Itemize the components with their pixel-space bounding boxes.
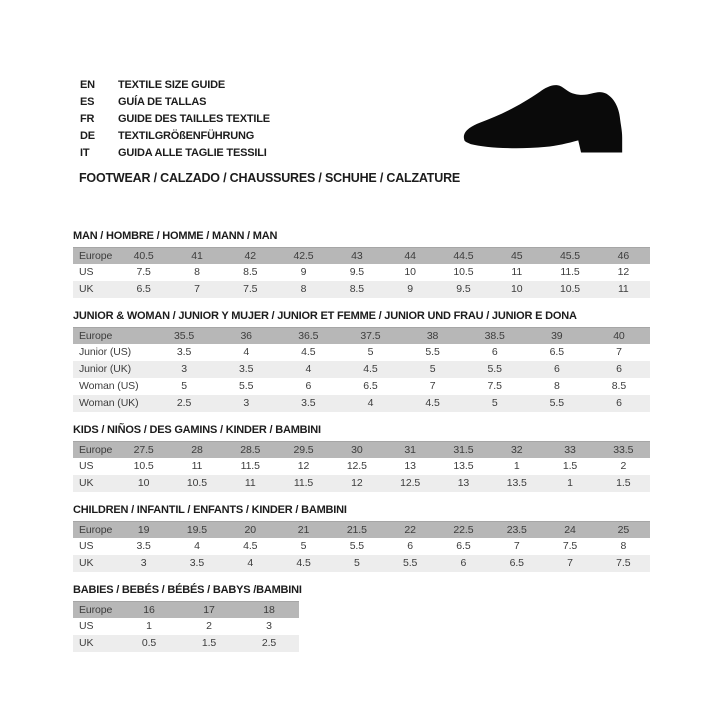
language-row <box>80 77 270 94</box>
size-table <box>73 601 299 652</box>
size-table-header-row <box>73 601 299 618</box>
size-value: 8 <box>300 283 307 295</box>
size-value: 7 <box>194 283 200 295</box>
size-value: 44.5 <box>453 250 474 262</box>
language-code: EN <box>80 79 95 91</box>
row-label: US <box>79 620 94 632</box>
size-value: 31 <box>404 444 416 456</box>
size-value: 22.5 <box>453 524 474 536</box>
size-table-title: KIDS / NIÑOS / DES GAMINS / KINDER / BAMBINI <box>73 424 321 436</box>
row-label: UK <box>79 283 94 295</box>
size-table-block <box>73 584 650 652</box>
size-value: 24 <box>564 524 576 536</box>
size-value: 11 <box>191 460 203 472</box>
size-value: 5.5 <box>402 557 418 569</box>
size-value: 40 <box>613 330 625 342</box>
size-value: 7.5 <box>616 557 631 569</box>
size-value: 5 <box>300 540 307 552</box>
size-table-row <box>73 264 650 281</box>
size-value: 2 <box>206 620 212 632</box>
size-value: 1 <box>513 460 520 472</box>
size-value: 6 <box>616 363 622 375</box>
size-value: 10.5 <box>453 266 474 278</box>
language-code: DE <box>80 130 95 142</box>
size-value: 18 <box>263 604 275 616</box>
size-value: 21.5 <box>346 524 367 536</box>
language-row <box>80 94 270 111</box>
size-value: 5.5 <box>239 380 254 392</box>
size-value: 1.5 <box>616 477 631 489</box>
size-table-header-row <box>73 441 650 458</box>
size-value: 17 <box>203 604 215 616</box>
size-value: 11.5 <box>293 477 314 489</box>
size-table-row <box>73 395 650 412</box>
size-table-row <box>73 555 650 572</box>
size-value: 7.5 <box>136 266 151 278</box>
size-value: 10.5 <box>560 283 581 295</box>
size-value: 11 <box>617 283 629 295</box>
size-value: 3.5 <box>239 363 254 375</box>
size-value: 3.5 <box>189 557 205 569</box>
size-tables <box>73 230 650 664</box>
size-value: 6 <box>460 557 467 569</box>
size-value: 12 <box>617 266 630 278</box>
size-table-row <box>73 361 650 378</box>
size-value: 37.5 <box>360 330 381 342</box>
size-value: 42 <box>244 250 256 262</box>
size-value: 1.5 <box>201 637 217 649</box>
size-value: 11 <box>511 266 523 278</box>
size-value: 13.5 <box>506 477 527 489</box>
size-value: 3.5 <box>301 397 316 409</box>
size-value: 1.5 <box>562 460 578 472</box>
size-value: 9.5 <box>349 266 364 278</box>
size-value: 5 <box>429 363 436 375</box>
size-table-title: BABIES / BEBÉS / BÉBÉS / BABYS /BAMBINI <box>73 584 302 596</box>
size-value: 2.5 <box>176 397 192 409</box>
size-value: 28.5 <box>240 444 261 456</box>
size-value: 8 <box>620 540 627 552</box>
size-value: 6 <box>616 397 622 409</box>
row-label: Europe <box>79 524 113 536</box>
size-value: 30 <box>351 444 363 456</box>
size-value: 3 <box>140 557 147 569</box>
size-value: 45 <box>510 250 523 262</box>
size-value: 3.5 <box>176 346 192 358</box>
row-label: UK <box>79 477 94 489</box>
row-label: Junior (US) <box>79 346 131 358</box>
row-label: US <box>79 460 94 472</box>
row-label: Europe <box>79 330 113 342</box>
size-value: 3 <box>243 397 250 409</box>
size-value: 10 <box>510 283 523 295</box>
size-value: 33 <box>564 444 576 456</box>
language-title: GUIDA ALLE TAGLIE TESSILI <box>118 147 267 159</box>
size-table-row <box>73 344 650 361</box>
size-value: 44 <box>404 250 416 262</box>
row-label: Europe <box>79 604 113 616</box>
size-value: 7 <box>567 557 573 569</box>
size-value: 3 <box>181 363 187 375</box>
size-value: 12.5 <box>400 477 421 489</box>
shoe-icon <box>455 74 651 160</box>
size-value: 38.5 <box>484 330 505 342</box>
size-value: 27.5 <box>133 444 154 456</box>
size-table-title: JUNIOR & WOMAN / JUNIOR Y MUJER / JUNIOR ET FEMME / JUNIOR UND FRAU / JUNIOR E DONA <box>73 310 577 322</box>
size-value: 5.5 <box>487 363 502 375</box>
size-value: 16 <box>143 604 155 616</box>
size-value: 11.5 <box>240 460 260 472</box>
size-value: 22 <box>404 524 416 536</box>
size-value: 6.5 <box>456 540 471 552</box>
size-value: 6.5 <box>363 380 378 392</box>
size-table <box>73 441 650 492</box>
size-table-header-row <box>73 521 650 538</box>
size-value: 43 <box>351 250 363 262</box>
size-value: 40.5 <box>133 250 154 262</box>
size-value: 19 <box>137 524 150 536</box>
size-value: 4.5 <box>243 540 258 552</box>
size-value: 38 <box>426 330 439 342</box>
size-value: 13 <box>404 460 416 472</box>
size-table-header-row <box>73 247 650 264</box>
size-value: 20 <box>244 524 256 536</box>
size-value: 45.5 <box>560 250 581 262</box>
size-value: 10 <box>404 266 416 278</box>
size-table <box>73 327 650 412</box>
size-value: 29.5 <box>293 444 314 456</box>
size-value: 6.5 <box>509 557 524 569</box>
size-table-row <box>73 538 650 555</box>
language-row <box>80 145 270 162</box>
size-table-title: CHILDREN / INFANTIL / ENFANTS / KINDER / BAMBINI <box>73 504 347 516</box>
size-value: 7 <box>616 346 622 358</box>
language-row <box>80 128 270 145</box>
language-code: ES <box>80 96 95 108</box>
size-value: 5.5 <box>549 397 564 409</box>
category-heading: FOOTWEAR / CALZADO / CHAUSSURES / SCHUHE / CALZATURE <box>79 171 461 185</box>
size-value: 28 <box>191 444 203 456</box>
language-code: IT <box>80 147 90 159</box>
size-value: 6 <box>553 363 560 375</box>
size-value: 13 <box>457 477 470 489</box>
language-title: TEXTILGRÖßENFÜHRUNG <box>118 130 255 142</box>
size-value: 7.5 <box>487 380 502 392</box>
row-label: Europe <box>79 250 113 262</box>
size-value: 23.5 <box>506 524 527 536</box>
size-value: 2 <box>620 460 627 472</box>
size-value: 12 <box>351 477 363 489</box>
row-label: UK <box>79 637 94 649</box>
size-value: 1 <box>146 620 152 632</box>
size-value: 5 <box>491 397 498 409</box>
size-value: 6 <box>305 380 312 392</box>
size-value: 21 <box>297 524 310 536</box>
size-value: 4 <box>194 540 200 552</box>
size-value: 36.5 <box>298 330 319 342</box>
size-value: 8 <box>553 380 560 392</box>
row-label: Europe <box>79 444 113 456</box>
size-value: 39 <box>551 330 563 342</box>
size-table-block <box>73 504 650 572</box>
size-table-row <box>73 475 650 492</box>
row-label: Junior (UK) <box>79 363 131 375</box>
row-label: US <box>79 540 94 552</box>
size-value: 5.5 <box>425 346 440 358</box>
size-value: 4.5 <box>301 346 316 358</box>
size-table-block <box>73 230 650 298</box>
size-value: 5 <box>353 557 360 569</box>
size-value: 8.5 <box>611 380 627 392</box>
size-value: 5.5 <box>349 540 364 552</box>
size-table <box>73 521 650 572</box>
row-label: US <box>79 266 94 278</box>
row-label: UK <box>79 557 94 569</box>
size-value: 10 <box>137 477 150 489</box>
size-value: 4 <box>367 397 374 409</box>
size-table-block <box>73 424 650 492</box>
row-label: Woman (US) <box>79 380 139 392</box>
size-table-title: MAN / HOMBRE / HOMME / MANN / MAN <box>73 230 278 242</box>
size-value: 8 <box>194 266 200 278</box>
size-value: 7.5 <box>562 540 578 552</box>
size-value: 36 <box>240 330 252 342</box>
size-value: 8.5 <box>243 266 258 278</box>
language-row <box>80 111 270 128</box>
size-value: 31.5 <box>453 444 474 456</box>
size-value: 10.5 <box>186 477 207 489</box>
size-value: 46 <box>617 250 630 262</box>
size-value: 10.5 <box>133 460 154 472</box>
size-value: 11 <box>244 477 256 489</box>
size-table-block <box>73 310 650 412</box>
size-value: 3.5 <box>136 540 151 552</box>
size-value: 8.5 <box>349 283 364 295</box>
size-table <box>73 247 650 298</box>
size-table-row <box>73 458 650 475</box>
size-value: 42.5 <box>293 250 314 262</box>
language-list <box>80 77 270 162</box>
size-value: 4.5 <box>363 363 378 375</box>
size-table-row <box>73 635 299 652</box>
size-value: 0.5 <box>141 637 157 649</box>
size-table-row <box>73 618 299 635</box>
size-value: 2.5 <box>261 637 277 649</box>
size-value: 4 <box>243 346 250 358</box>
size-value: 19.5 <box>186 524 207 536</box>
size-value: 3 <box>266 620 272 632</box>
size-value: 7 <box>429 380 436 392</box>
language-title: GUÍA DE TALLAS <box>118 96 207 108</box>
size-value: 4 <box>247 557 254 569</box>
size-table-row <box>73 378 650 395</box>
size-value: 4 <box>305 363 312 375</box>
size-value: 6 <box>407 540 413 552</box>
row-label: Woman (UK) <box>79 397 139 409</box>
language-title: TEXTILE SIZE GUIDE <box>118 79 226 91</box>
size-value: 6.5 <box>549 346 564 358</box>
size-value: 9.5 <box>456 283 471 295</box>
size-value: 7.5 <box>243 283 258 295</box>
size-table-row <box>73 281 650 298</box>
size-value: 6.5 <box>136 283 151 295</box>
size-value: 12.5 <box>346 460 367 472</box>
size-value: 9 <box>300 266 307 278</box>
language-title: GUIDE DES TAILLES TEXTILE <box>118 113 270 125</box>
size-table-header-row <box>73 327 650 344</box>
size-value: 5 <box>181 380 187 392</box>
size-value: 9 <box>407 283 413 295</box>
size-value: 25 <box>617 524 630 536</box>
size-value: 33.5 <box>613 444 634 456</box>
language-code: FR <box>80 113 95 125</box>
size-value: 11.5 <box>560 266 580 278</box>
size-value: 32 <box>510 444 523 456</box>
size-value: 4.5 <box>296 557 311 569</box>
size-value: 5 <box>367 346 374 358</box>
size-value: 41 <box>191 250 203 262</box>
size-value: 7 <box>513 540 520 552</box>
size-value: 35.5 <box>174 330 195 342</box>
size-value: 1 <box>567 477 573 489</box>
size-value: 4.5 <box>425 397 440 409</box>
size-value: 12 <box>297 460 310 472</box>
size-value: 6 <box>491 346 498 358</box>
size-value: 13.5 <box>453 460 474 472</box>
